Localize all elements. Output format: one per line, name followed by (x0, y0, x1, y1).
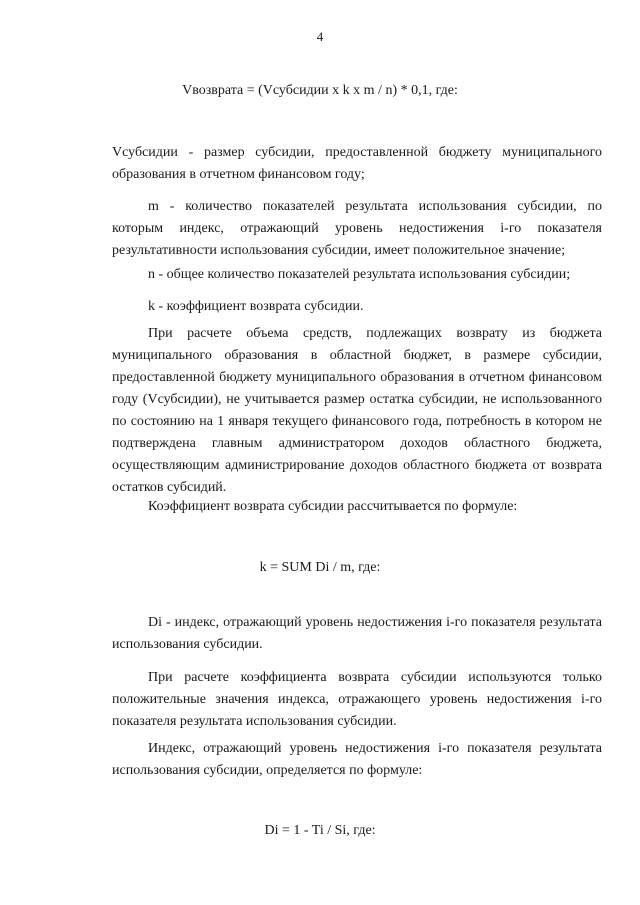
paragraph-di-formula-intro: Индекс, отражающий уровень недостижения i-го показателя результата использования субсидии, определяется по формуле: (112, 741, 602, 778)
paragraph-di-definition: Di - индекс, отражающий уровень недостижения i-го показателя результата использования субсидии. (112, 615, 602, 652)
paragraph-calculation-note: При расчете объема средств, подлежащих возврату из бюджета муниципального образования в областной бюджет, в размере субсидии, предоставленной бюджету муниципального образования в отчетном финансовом году (Vсубсидии), не учитывается размер остатка субсидии, не использованного по состоянию на 1 января текущего финансового года, потребность в котором не подтверждена главным администратором доходов областного бюджета, осуществляющим администрирование доходов областного бюджета от возврата остатков субсидий. (112, 326, 602, 495)
paragraph-m-definition: m - количество показателей результата использования субсидии, по которым индекс, отражающий уровень недостижения i-го показателя результативности использования субсидии, имеет положительное значение; (112, 199, 602, 258)
paragraph-positive-values-note: При расчете коэффициента возврата субсидии используются только положительные значения индекса, отражающего уровень недостижения i-го показателя результата использования субсидии. (112, 670, 602, 729)
paragraph-v-subsidy-definition: Vсубсидии - размер субсидии, предоставленной бюджету муниципального образования в отчетном финансовом году; (112, 145, 602, 182)
paragraph-n-definition: n - общее количество показателей результата использования субсидии; (148, 267, 571, 282)
page-number: 4 (316, 29, 324, 44)
paragraph-k-formula-intro: Коэффициент возврата субсидии рассчитывается по формуле: (148, 499, 518, 514)
paragraph-k-definition: k - коэффициент возврата субсидии. (148, 299, 364, 314)
formula-k: k = SUM Di / m, где: (259, 560, 381, 575)
formula-return-volume: Vвозврата = (Vсубсидии x k x m / n) * 0,1, где: (182, 83, 458, 98)
formula-di: Di = 1 - Ti / Si, где: (264, 823, 376, 838)
